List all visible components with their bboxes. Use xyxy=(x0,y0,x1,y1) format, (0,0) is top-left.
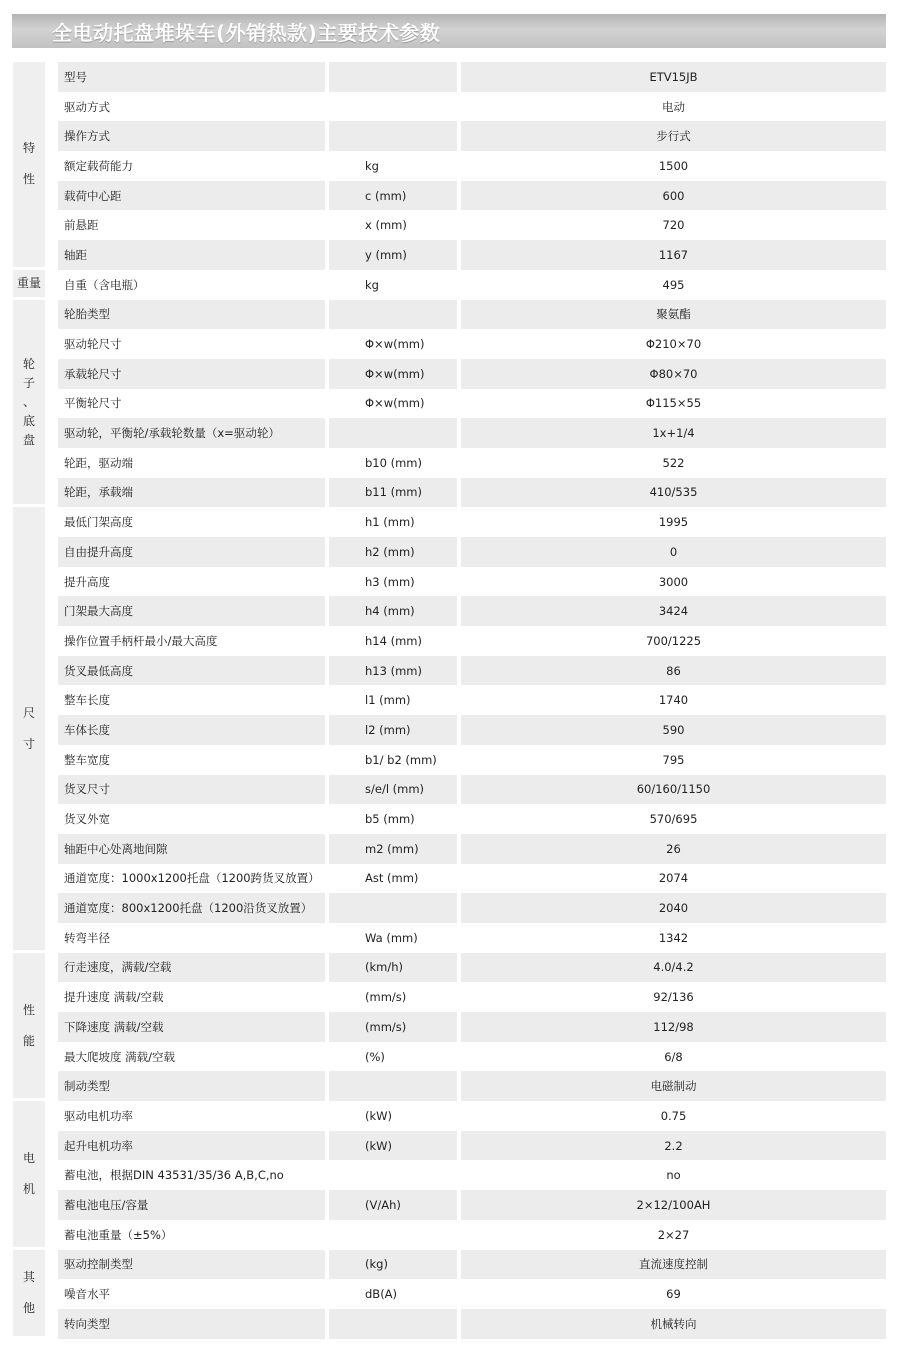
table-row xyxy=(58,1131,886,1161)
param-value: 700/1225 xyxy=(461,626,886,656)
param-value: 电动 xyxy=(461,92,886,122)
param-name: 承载轮尺寸 xyxy=(58,359,325,389)
title-banner xyxy=(12,14,886,48)
param-value: 570/695 xyxy=(461,804,886,834)
param-unit: b5 (mm) xyxy=(329,804,457,834)
param-name: 通道宽度：800x1200托盘（1200沿货叉放置） xyxy=(58,893,325,923)
table-row xyxy=(58,567,886,597)
category-label-char: 他 xyxy=(22,1301,35,1316)
table-row xyxy=(58,775,886,805)
table-row xyxy=(58,1160,886,1190)
param-name: 货叉尺寸 xyxy=(58,775,325,805)
param-name: 蓄电池电压/容量 xyxy=(58,1190,325,1220)
table-row xyxy=(58,92,886,122)
table-row xyxy=(58,62,886,92)
category-label-char: 轮 xyxy=(22,356,35,371)
param-name: 起升电机功率 xyxy=(58,1131,325,1161)
param-name: 额定载荷能力 xyxy=(58,151,325,181)
param-value: 410/535 xyxy=(461,478,886,508)
param-name: 货叉最低高度 xyxy=(58,656,325,686)
param-unit: (mm/s) xyxy=(329,982,457,1012)
param-unit: Φ×w(mm) xyxy=(329,389,457,419)
category-label xyxy=(23,133,35,195)
table-row xyxy=(58,121,886,151)
param-name: 平衡轮尺寸 xyxy=(58,389,325,419)
param-value: 2×12/100AH xyxy=(461,1190,886,1220)
table-row xyxy=(58,478,886,508)
category-group xyxy=(13,953,45,1099)
category-label-char: 机 xyxy=(22,1182,35,1197)
param-name: 门架最大高度 xyxy=(58,596,325,626)
param-unit xyxy=(329,1160,457,1190)
category-label xyxy=(23,355,35,450)
category-group xyxy=(13,300,45,505)
param-value: no xyxy=(461,1160,886,1190)
param-name: 车体长度 xyxy=(58,715,325,745)
param-name: 轮距，承载端 xyxy=(58,478,325,508)
param-name: 轮距，驱动端 xyxy=(58,448,325,478)
table-row xyxy=(58,715,886,745)
param-value: 795 xyxy=(461,745,886,775)
spec-table xyxy=(58,62,886,1339)
param-value: 6/8 xyxy=(461,1042,886,1072)
param-name: 自由提升高度 xyxy=(58,537,325,567)
param-value: 60/160/1150 xyxy=(461,775,886,805)
category-label-char: 特 xyxy=(22,141,35,156)
param-value: 1500 xyxy=(461,151,886,181)
table-row xyxy=(58,864,886,894)
table-row xyxy=(58,834,886,864)
table-row xyxy=(58,418,886,448)
table-row xyxy=(58,596,886,626)
param-name: 操作位置手柄杆最小/最大高度 xyxy=(58,626,325,656)
table-row xyxy=(58,1190,886,1220)
category-label-char: 性 xyxy=(22,1002,35,1017)
param-name: 轴距中心处离地间隙 xyxy=(58,834,325,864)
param-unit: Wa (mm) xyxy=(329,923,457,953)
param-name: 行走速度，满载/空载 xyxy=(58,953,325,983)
param-value: 1740 xyxy=(461,685,886,715)
param-value: 0.75 xyxy=(461,1101,886,1131)
category-label-char: 尺 xyxy=(22,705,35,720)
param-value: 69 xyxy=(461,1279,886,1309)
category-label-char: 底 xyxy=(22,413,35,428)
category-label-char: 寸 xyxy=(22,736,35,751)
param-unit: (km/h) xyxy=(329,953,457,983)
param-unit: h3 (mm) xyxy=(329,567,457,597)
param-unit xyxy=(329,92,457,122)
param-unit: m2 (mm) xyxy=(329,834,457,864)
table-row xyxy=(58,1220,886,1250)
param-value: 电磁制动 xyxy=(461,1071,886,1101)
category-label-char: 其 xyxy=(22,1270,35,1285)
param-value: 直流速度控制 xyxy=(461,1250,886,1280)
category-label xyxy=(23,1262,35,1324)
category-group xyxy=(13,62,45,267)
param-value: 4.0/4.2 xyxy=(461,953,886,983)
param-name: 制动类型 xyxy=(58,1071,325,1101)
category-label xyxy=(23,698,35,760)
param-unit: (kW) xyxy=(329,1131,457,1161)
param-unit: c (mm) xyxy=(329,181,457,211)
param-unit: Ast (mm) xyxy=(329,864,457,894)
param-name: 自重（含电瓶） xyxy=(58,270,325,300)
param-value: 2.2 xyxy=(461,1131,886,1161)
param-value: 3424 xyxy=(461,596,886,626)
param-value: 92/136 xyxy=(461,982,886,1012)
category-column xyxy=(13,62,45,1339)
param-name: 噪音水平 xyxy=(58,1279,325,1309)
param-value: 0 xyxy=(461,537,886,567)
table-row xyxy=(58,537,886,567)
param-unit xyxy=(329,62,457,92)
param-value: 112/98 xyxy=(461,1012,886,1042)
param-name: 通道宽度：1000x1200托盘（1200跨货叉放置） xyxy=(58,864,325,894)
param-unit: (kg) xyxy=(329,1250,457,1280)
param-unit: x (mm) xyxy=(329,210,457,240)
table-row xyxy=(58,1309,886,1339)
category-label xyxy=(23,1143,35,1205)
param-name: 操作方式 xyxy=(58,121,325,151)
table-row xyxy=(58,804,886,834)
param-name: 转弯半径 xyxy=(58,923,325,953)
param-name: 轴距 xyxy=(58,240,325,270)
param-name: 提升速度 满载/空载 xyxy=(58,982,325,1012)
table-row xyxy=(58,359,886,389)
param-name: 货叉外宽 xyxy=(58,804,325,834)
param-unit: h4 (mm) xyxy=(329,596,457,626)
category-group xyxy=(13,270,45,297)
param-value: 2040 xyxy=(461,893,886,923)
param-name: 整车长度 xyxy=(58,685,325,715)
param-value: 522 xyxy=(461,448,886,478)
page-title: 全电动托盘堆垛车(外销热款)主要技术参数 xyxy=(52,20,441,45)
table-row xyxy=(58,1279,886,1309)
category-label-char: 重量 xyxy=(16,275,41,290)
param-name: 最大爬坡度 满载/空载 xyxy=(58,1042,325,1072)
table-row xyxy=(58,448,886,478)
category-label-char: 、 xyxy=(22,394,35,409)
param-unit: dB(A) xyxy=(329,1279,457,1309)
param-unit: s/e/l (mm) xyxy=(329,775,457,805)
param-value: 26 xyxy=(461,834,886,864)
param-name: 载荷中心距 xyxy=(58,181,325,211)
param-name: 蓄电池，根据DIN 43531/35/36 A,B,C,no xyxy=(58,1160,325,1190)
param-name: 蓄电池重量（±5%） xyxy=(58,1220,325,1250)
param-unit xyxy=(329,1309,457,1339)
param-value: 86 xyxy=(461,656,886,686)
param-unit: b11 (mm) xyxy=(329,478,457,508)
param-value: 2074 xyxy=(461,864,886,894)
param-value: Φ80×70 xyxy=(461,359,886,389)
param-name: 最低门架高度 xyxy=(58,507,325,537)
param-name: 驱动轮，平衡轮/承载轮数量（x=驱动轮） xyxy=(58,418,325,448)
param-value: 2×27 xyxy=(461,1220,886,1250)
param-value: 590 xyxy=(461,715,886,745)
param-unit: (%) xyxy=(329,1042,457,1072)
table-row xyxy=(58,1042,886,1072)
param-value: 3000 xyxy=(461,567,886,597)
param-value: Φ210×70 xyxy=(461,329,886,359)
param-unit: l1 (mm) xyxy=(329,685,457,715)
table-row xyxy=(58,389,886,419)
category-group xyxy=(13,507,45,950)
category-label-char: 子 xyxy=(22,375,35,390)
table-row xyxy=(58,923,886,953)
param-unit xyxy=(329,300,457,330)
category-label-char: 能 xyxy=(22,1033,35,1048)
table-row xyxy=(58,893,886,923)
param-unit xyxy=(329,1071,457,1101)
param-name: 驱动方式 xyxy=(58,92,325,122)
table-row xyxy=(58,329,886,359)
table-row xyxy=(58,745,886,775)
param-name: 提升高度 xyxy=(58,567,325,597)
param-value: 1995 xyxy=(461,507,886,537)
category-label xyxy=(17,274,41,293)
param-name: 驱动控制类型 xyxy=(58,1250,325,1280)
table-row xyxy=(58,982,886,1012)
table-row xyxy=(58,656,886,686)
table-row xyxy=(58,151,886,181)
table-row xyxy=(58,210,886,240)
param-unit: (V/Ah) xyxy=(329,1190,457,1220)
param-unit xyxy=(329,121,457,151)
param-unit: h13 (mm) xyxy=(329,656,457,686)
category-label xyxy=(23,995,35,1057)
category-group xyxy=(13,1101,45,1247)
param-name: 型号 xyxy=(58,62,325,92)
table-row xyxy=(58,181,886,211)
param-unit: Φ×w(mm) xyxy=(329,329,457,359)
table-row xyxy=(58,300,886,330)
param-unit: (kW) xyxy=(329,1101,457,1131)
param-name: 前悬距 xyxy=(58,210,325,240)
category-group xyxy=(13,1250,45,1336)
param-name: 转向类型 xyxy=(58,1309,325,1339)
param-name: 整车宽度 xyxy=(58,745,325,775)
param-unit xyxy=(329,893,457,923)
param-name: 驱动电机功率 xyxy=(58,1101,325,1131)
table-row xyxy=(58,240,886,270)
table-row xyxy=(58,685,886,715)
param-value: 495 xyxy=(461,270,886,300)
param-value: 1342 xyxy=(461,923,886,953)
param-value: 聚氨酯 xyxy=(461,300,886,330)
table-row xyxy=(58,507,886,537)
table-row xyxy=(58,953,886,983)
table-row xyxy=(58,1012,886,1042)
table-row xyxy=(58,1071,886,1101)
table-row xyxy=(58,1101,886,1131)
param-unit: h14 (mm) xyxy=(329,626,457,656)
category-label-char: 盘 xyxy=(22,432,35,447)
param-unit xyxy=(329,418,457,448)
param-unit: kg xyxy=(329,270,457,300)
param-value: 720 xyxy=(461,210,886,240)
category-label-char: 性 xyxy=(22,172,35,187)
param-unit: y (mm) xyxy=(329,240,457,270)
table-row xyxy=(58,1250,886,1280)
param-unit: Φ×w(mm) xyxy=(329,359,457,389)
param-value: 1167 xyxy=(461,240,886,270)
param-unit: l2 (mm) xyxy=(329,715,457,745)
category-label-char: 电 xyxy=(22,1151,35,1166)
param-unit: h2 (mm) xyxy=(329,537,457,567)
table-row xyxy=(58,270,886,300)
param-unit xyxy=(329,1220,457,1250)
param-value: ETV15JB xyxy=(461,62,886,92)
param-name: 下降速度 满载/空载 xyxy=(58,1012,325,1042)
param-value: 1x+1/4 xyxy=(461,418,886,448)
param-value: 步行式 xyxy=(461,121,886,151)
param-unit: (mm/s) xyxy=(329,1012,457,1042)
param-name: 驱动轮尺寸 xyxy=(58,329,325,359)
param-unit: h1 (mm) xyxy=(329,507,457,537)
param-value: 机械转向 xyxy=(461,1309,886,1339)
param-unit: b10 (mm) xyxy=(329,448,457,478)
table-row xyxy=(58,626,886,656)
param-name: 轮胎类型 xyxy=(58,300,325,330)
param-value: 600 xyxy=(461,181,886,211)
param-value: Φ115×55 xyxy=(461,389,886,419)
param-unit: b1/ b2 (mm) xyxy=(329,745,457,775)
param-unit: kg xyxy=(329,151,457,181)
